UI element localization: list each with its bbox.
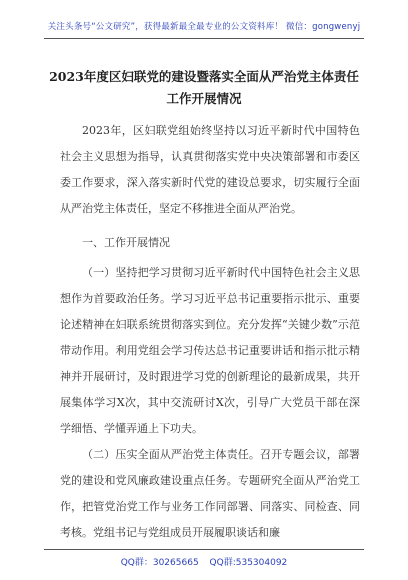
document-title: 2023年度区妇联党的建设暨落实全面从严治党主体责任工作开展情况 xyxy=(49,69,359,106)
body-paragraph-1: （一）坚持把学习贯彻习近平新时代中国特色社会主义思想作为首要政治任务。学习习近平总书记重要指示批示、重要论述精神在妇联系统贯彻落实到位。充分发挥“关键少数”示范带动作用。利用党组会学习传达总书记重要讲话和指示批示精神并开展研讨，及时跟进学习党的创新理论的最新成果，共开展集体学习X次，其中交流研讨X次，引导广大党员干部在深学细悟、学懂弄通上下功夫。 xyxy=(60,266,360,435)
footer-qq-group-2: QQ群:535304092 xyxy=(209,558,288,568)
page-header: 关注头条号“公文研究”，获得最新最全最专业的公文资料库！ 微信：gongwenyj xyxy=(47,22,361,32)
page-footer xyxy=(44,555,364,568)
intro-paragraph: 2023年，区妇联党组始终坚持以习近平新时代中国特色社会主义思想为指导，认真贯彻落实党中央决策部署和市委区委工作要求，深入落实新时代党的建设总要求，切实履行全面从严治党主体责任，坚定不移推进全面从严治党。 xyxy=(60,124,360,215)
footer-divider xyxy=(44,549,364,550)
header-divider xyxy=(44,38,364,39)
document-body xyxy=(60,118,360,546)
footer-qq-group-1: QQ群：30265665 xyxy=(120,558,199,568)
body-paragraph-2: （二）压实全面从严治党主体责任。召开专题会议，部署党的建设和党风廉政建设重点任务。专题研究全面从严治党工作，把管党治党工作与业务工作同部署、同落实、同检查、同考核。党组书记与党组成员开展履职谈话和廉 xyxy=(60,448,360,539)
section-heading: 一、工作开展情况 xyxy=(82,236,170,249)
